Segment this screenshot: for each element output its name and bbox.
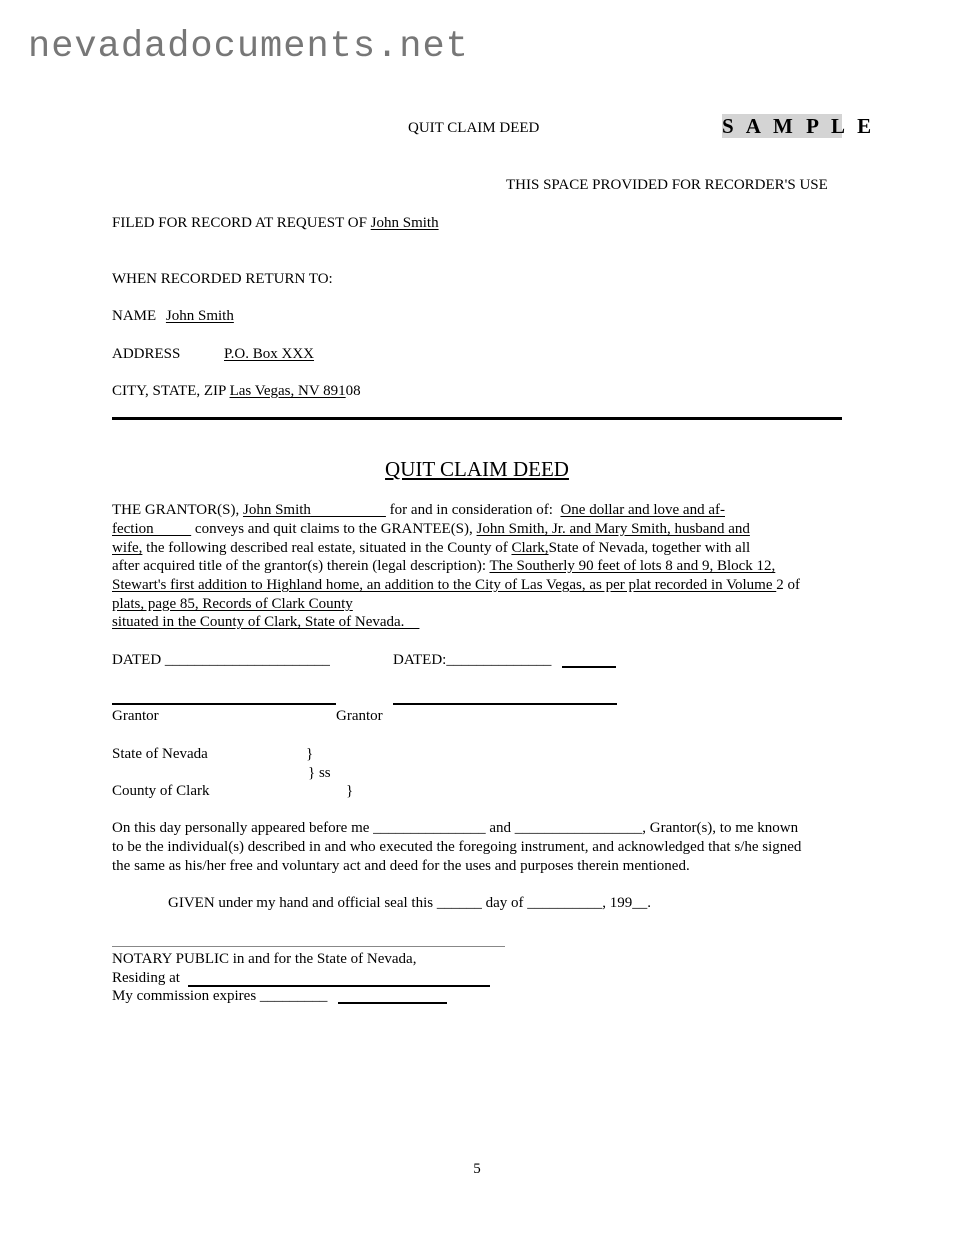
header-title: QUIT CLAIM DEED [408,120,540,136]
deed-line-4 [112,557,775,576]
state-label: State of Nevada [112,746,208,762]
commission-underline [338,1002,447,1004]
deed-line-7: situated in the County of Clark, State of Nevada. [112,614,420,630]
section-divider [112,417,842,420]
grantor-label-2: Grantor [336,708,383,724]
blank-underline [311,502,386,518]
name-row [112,307,234,326]
deed-text: State of Nevada, together with all [548,540,751,556]
city-row [112,382,361,401]
grantee-names: John Smith, Jr. and Mary Smith, husband and [476,521,750,537]
filed-label: FILED FOR RECORD AT REQUEST OF [112,215,367,231]
return-to-label: WHEN RECORDED RETURN TO: [112,271,333,287]
deed-text: conveys and quit claims to the GRANTEE(S), [191,521,477,537]
grantor-signature-line-1 [112,703,336,705]
notary-signature-line [112,946,505,947]
sample-badge: S A M P L E [722,114,876,138]
name-value: John Smith [165,308,234,324]
deed-text: for and in consideration of: [385,502,561,518]
brace: } [306,746,314,762]
dated-underline [562,666,616,668]
city-label: CITY, STATE, ZIP [112,383,226,399]
county-label: County of Clark [112,783,210,799]
city-value-rest: 08 [345,383,361,399]
deed-line-1 [112,501,725,520]
address-label: ADDRESS [112,346,181,362]
deed-text: 2 of [776,577,800,593]
grantee-names: wife, [112,540,143,556]
watermark: nevadadocuments.net [28,26,469,68]
city-value: Las Vegas, NV 891 [229,383,346,399]
grantor-label-1: Grantor [112,708,159,724]
recorder-note: THIS SPACE PROVIDED FOR RECORDER'S USE [506,177,828,193]
deed-text: after acquired title of the grantor(s) therein (legal description): [112,558,490,574]
ss-label: } ss [308,765,331,781]
address-value: P.O. Box XXX [224,346,315,362]
given-statement: GIVEN under my hand and official seal this ______ day of __________, 199__. [168,895,651,911]
residing-label: Residing at [112,970,180,986]
consideration-value: fection [112,521,192,537]
notary-label: NOTARY PUBLIC in and for the State of Nevada, [112,951,417,967]
ack-line-3: the same as his/her free and voluntary act and deed for the uses and purposes therein mentioned. [112,858,690,874]
filed-value: John Smith [370,215,439,231]
page-number: 5 [473,1161,481,1177]
deed-line-5 [112,576,800,595]
ack-line-1: On this day personally appeared before me _______________ and _________________, Grantor(s), to me known [112,820,799,836]
county-value: Clark, [511,540,549,556]
dated-field-1: DATED ______________________ [112,652,330,668]
deed-title: QUIT CLAIM DEED [385,457,569,481]
commission-label: My commission expires _________ [112,988,328,1004]
dated-field-2: DATED:______________ [393,652,552,668]
ack-line-2: to be the individual(s) described in and who executed the foregoing instrument, and acknowledged that s/he signed [112,839,802,855]
legal-description: Stewart's first addition to Highland home, an addition to the City of Las Vegas, as per plat recorded in Volume [112,577,777,593]
deed-line-3 [112,539,750,558]
filed-for-record [112,214,439,233]
legal-description: The Southerly 90 feet of lots 8 and 9, Block 12, [489,558,776,574]
deed-text: THE GRANTOR(S), [112,502,243,518]
consideration-value: One dollar and love and af- [560,502,725,518]
grantor-name: John Smith [242,502,311,518]
deed-text: the following described real estate, situated in the County of [142,540,512,556]
grantor-signature-line-2 [393,703,617,705]
deed-line-6: plats, page 85, Records of Clark County [112,596,353,612]
deed-line-2 [112,520,750,539]
brace: } [346,783,354,799]
name-label: NAME [112,308,157,324]
